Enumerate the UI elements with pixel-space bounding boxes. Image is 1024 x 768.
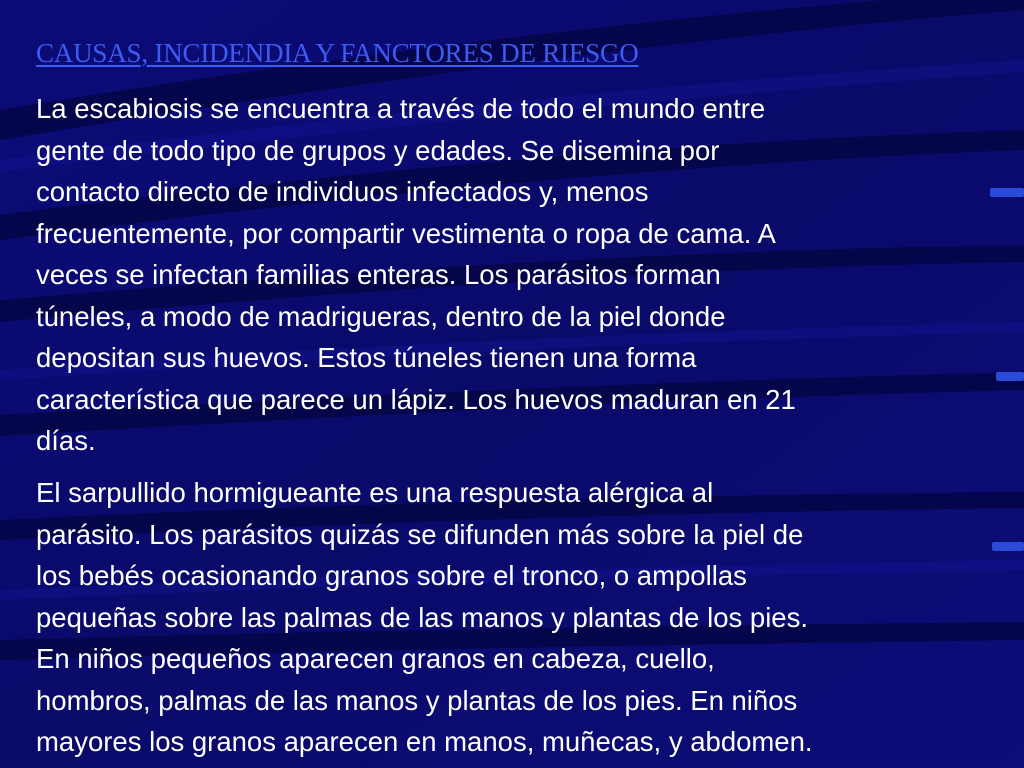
paragraph-1-line: túneles, a modo de madrigueras, dentro de la piel donde bbox=[36, 300, 726, 332]
paragraph-1-line: La escabiosis se encuentra a través de todo el mundo entre bbox=[36, 93, 766, 124]
paragraph-2-line: En niños pequeños aparecen granos en cabeza, cuello, bbox=[36, 643, 715, 674]
paragraph-1-line: depositan sus huevos. Estos túneles tienen una forma bbox=[36, 342, 697, 373]
paragraph-1-line: gente de todo tipo de grupos y edades. Se disemina por bbox=[36, 134, 720, 166]
paragraph-2-line: parásito. Los parásitos quizás se difunden más sobre la piel de bbox=[36, 518, 804, 550]
paragraph-2-line: El sarpullido hormigueante es una respuesta alérgica al bbox=[36, 477, 714, 508]
paragraph-2-line: pequeñas sobre las palmas de las manos y plantas de los pies. bbox=[36, 601, 808, 633]
paragraph-2-line: mayores los granos aparecen en manos, muñecas, y abdomen. bbox=[36, 726, 813, 757]
paragraph-2-line: los bebés ocasionando granos sobre el tronco, o ampollas bbox=[36, 560, 747, 591]
paragraph-1-line: frecuentemente, por compartir vestimenta o ropa de cama. A bbox=[36, 217, 776, 249]
paragraph-1-line: característica que parece un lápiz. Los huevos maduran en 21 bbox=[36, 383, 796, 415]
paragraph-1 bbox=[36, 88, 1006, 462]
paragraph-2 bbox=[36, 472, 1006, 763]
paragraph-2-line: hombros, palmas de las manos y plantas de los pies. En niños bbox=[36, 684, 798, 716]
paragraph-1-line: contacto directo de individuos infectados y, menos bbox=[36, 176, 649, 207]
paragraph-1-line: días. bbox=[36, 425, 96, 456]
paragraph-1-line: veces se infectan familias enteras. Los parásitos forman bbox=[36, 259, 721, 290]
slide-title: CAUSAS, INCIDENDIA Y FANCTORES DE RIESGO bbox=[36, 38, 639, 68]
